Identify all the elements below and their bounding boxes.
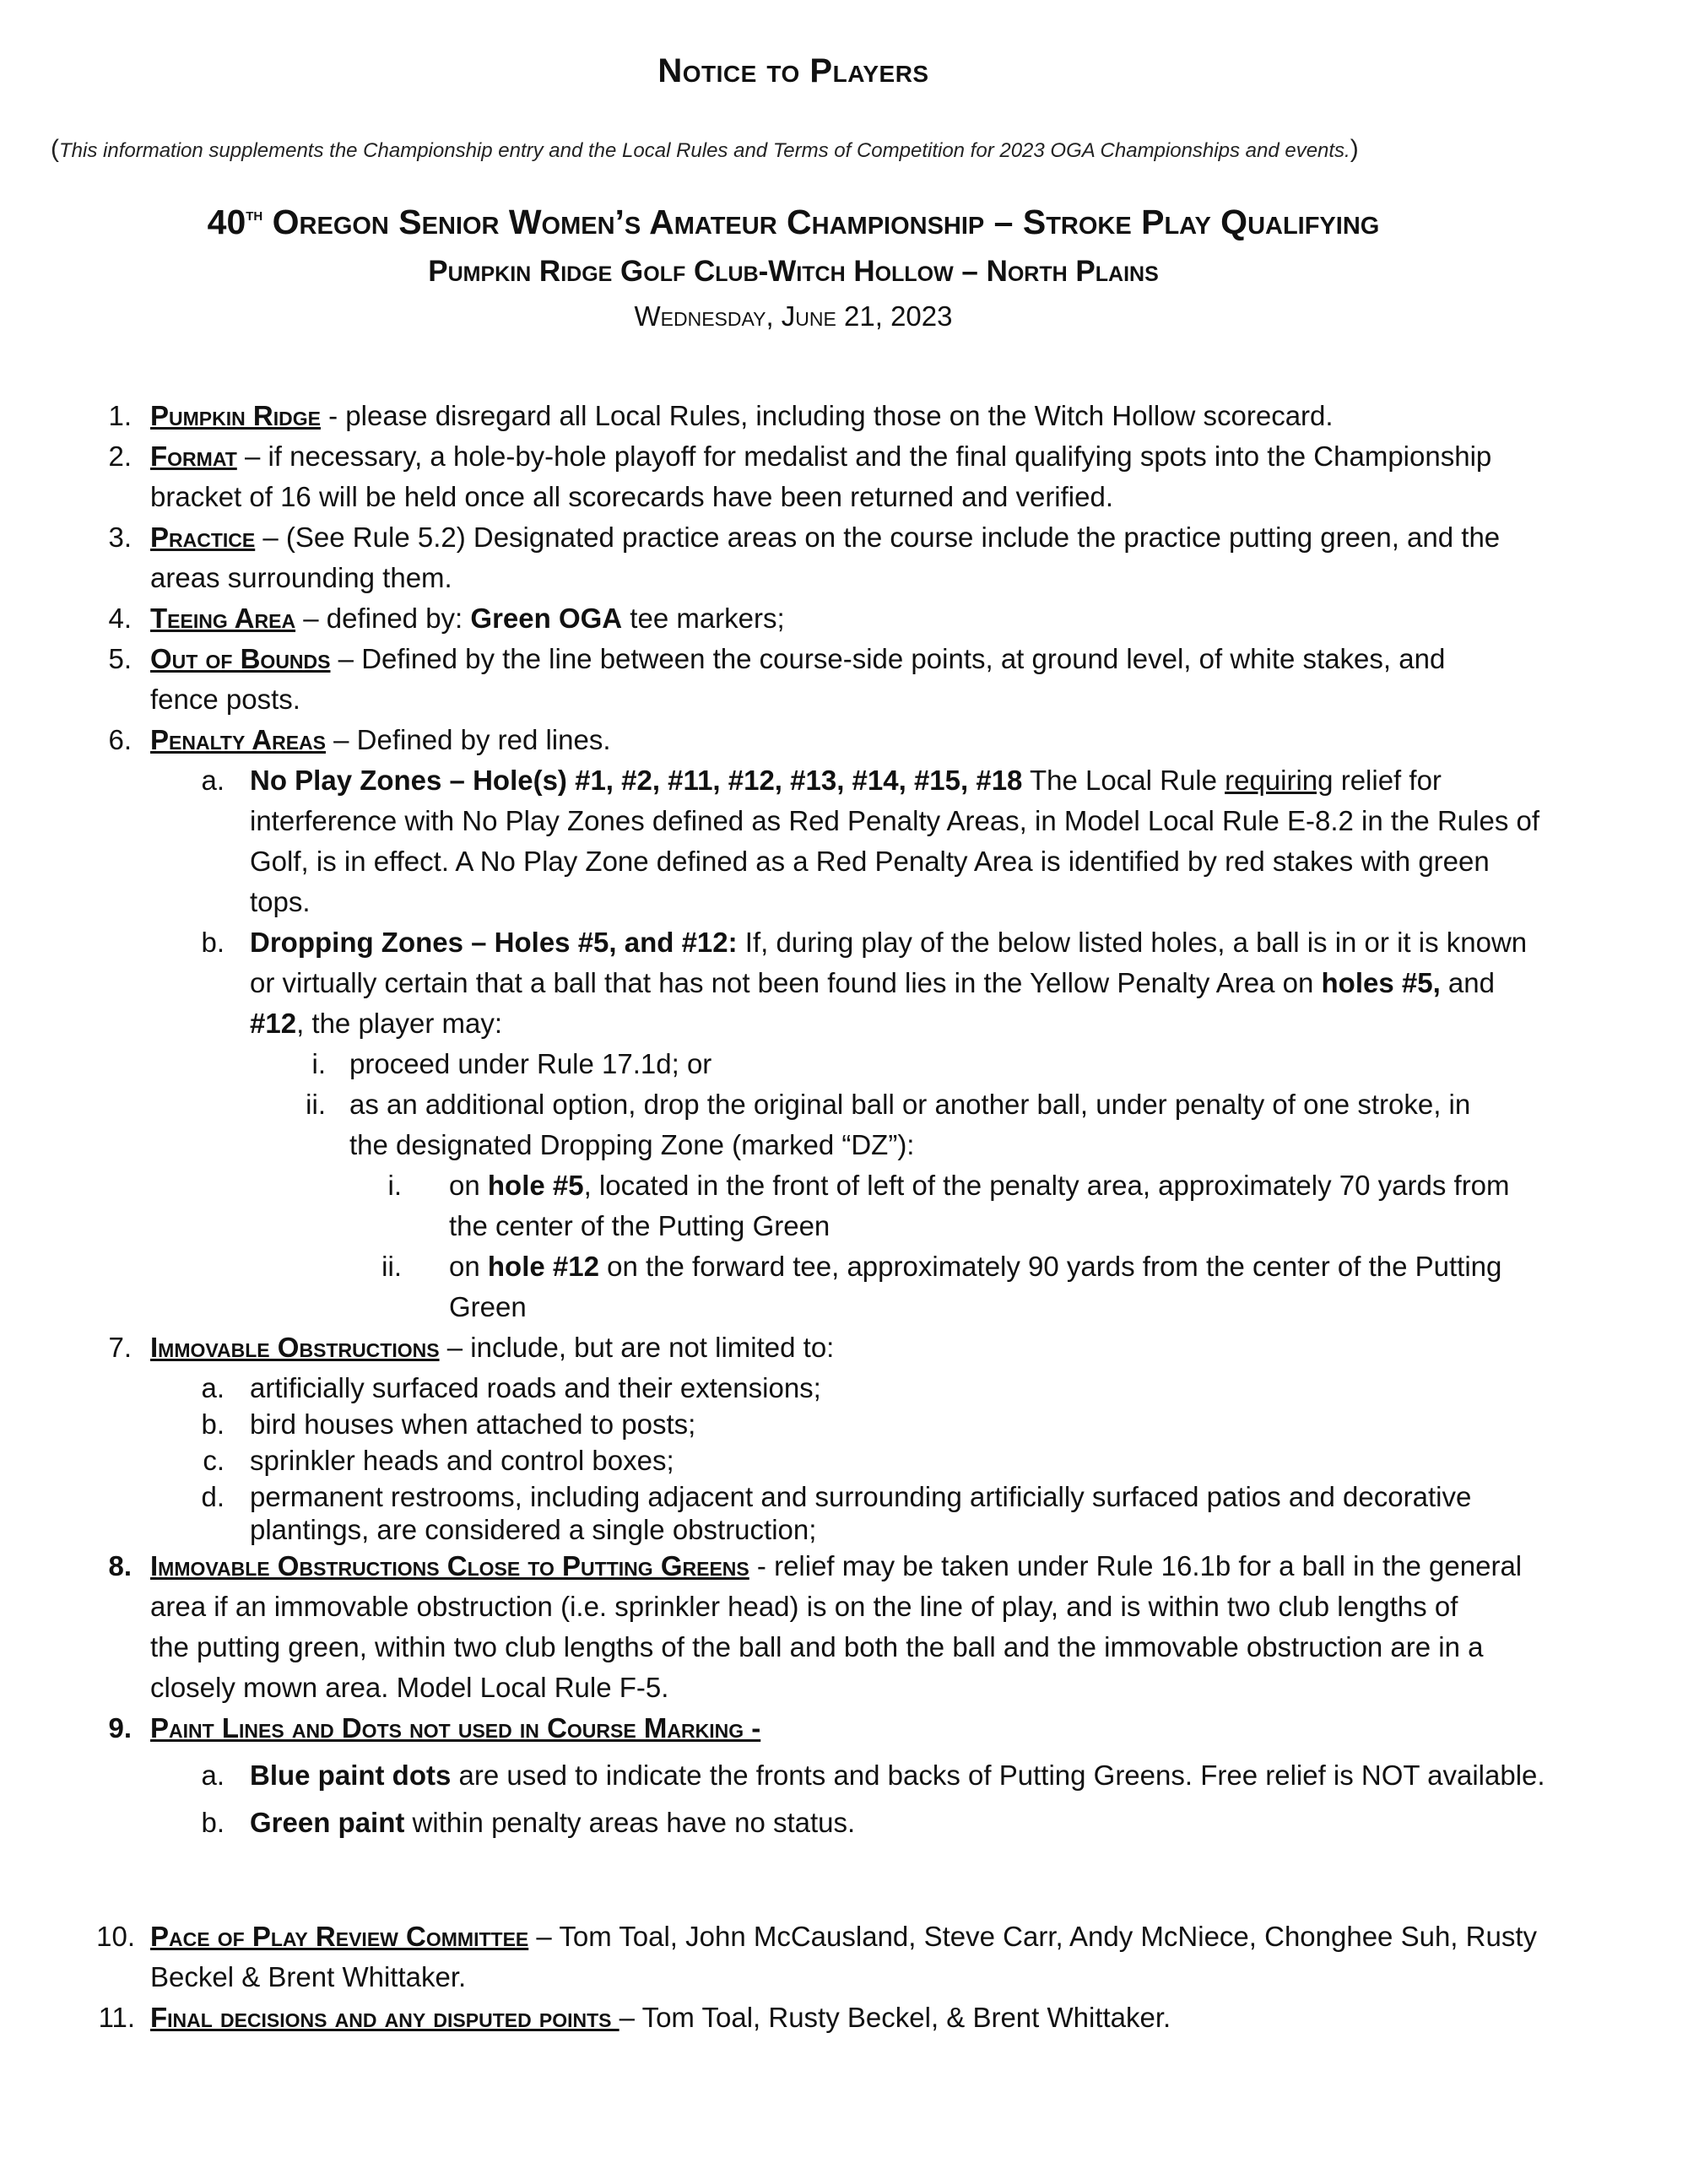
item-text <box>250 1007 502 1041</box>
roman-number: ii. <box>306 1089 326 1120</box>
champ-number: 40 <box>207 203 246 241</box>
item-heading: Pace of Play Review Committee <box>150 1921 529 1952</box>
item-text: - please disregard all Local Rules, including those on the Witch Hollow scorecard. <box>320 400 1334 431</box>
item-text: the designated Dropping Zone (marked “DZ”): <box>349 1129 915 1160</box>
item-text: the center of the Putting Green <box>449 1210 830 1241</box>
item-text: – if necessary, a hole-by-hole playoff for medalist and the final qualifying spots into the Championship <box>236 441 1492 472</box>
supplement-note <box>51 135 1604 164</box>
page-title: Notice to Players <box>657 52 929 89</box>
item-text: within penalty areas have no status. <box>404 1807 856 1838</box>
item-text: or virtually certain that a ball that has not been found lies in the Yellow Penalty Area on <box>250 967 1322 998</box>
list-item <box>150 1711 760 1745</box>
item-number: 10. <box>96 1921 135 1952</box>
item-bold: holes #5, <box>1321 967 1441 998</box>
item-text: bracket of 16 will be held once all scorecards have been returned and verified. <box>150 481 1114 512</box>
subitem-letter: b. <box>201 1408 225 1440</box>
sub-list-item <box>250 1806 855 1840</box>
item-text: areas surrounding them. <box>150 562 452 593</box>
note-paren-open: ( <box>51 135 59 163</box>
sub-list-item <box>250 764 1442 797</box>
item-bold: hole #12 <box>487 1251 599 1282</box>
item-text: , the player may: <box>296 1008 503 1039</box>
list-item <box>150 602 785 635</box>
item-number: 8. <box>108 1550 132 1581</box>
sub-sub-item: as an additional option, drop the original ball or another ball, under penalty of one stroke, in <box>349 1089 1471 1120</box>
item-heading: Format <box>150 441 237 472</box>
item-heading: Immovable Obstructions <box>150 1332 440 1363</box>
item-text: – defined by: <box>295 603 471 634</box>
sub-list-item <box>250 926 1527 960</box>
item-text: and <box>1440 967 1495 998</box>
item-text <box>250 966 1495 1000</box>
sub-sub-item: proceed under Rule 17.1d; or <box>349 1048 712 1079</box>
item-text: plantings, are considered a single obstruction; <box>250 1514 817 1545</box>
item-number: 2. <box>108 441 132 472</box>
item-text: on <box>449 1170 488 1201</box>
subitem-letter: a. <box>201 765 225 796</box>
item-heading: Paint Lines and Dots not used in Course Marking - <box>150 1712 761 1743</box>
subitem-letter: c. <box>203 1445 225 1476</box>
item-bold: hole #5 <box>487 1170 584 1201</box>
item-text: on the forward tee, approximately 90 yards from the center of the Putting <box>598 1251 1502 1282</box>
item-heading: Immovable Obstructions Close to Putting Greens <box>150 1550 749 1581</box>
item-number: 7. <box>108 1332 132 1363</box>
item-text: fence posts. <box>150 684 300 715</box>
item-number: 5. <box>108 643 132 674</box>
item-bold: No Play Zones – Hole(s) #1, #2, #11, #12, #13, #14, #15, #18 <box>250 765 1023 796</box>
championship-title <box>0 203 1587 242</box>
sub-sub-sub-item <box>449 1250 1501 1284</box>
item-text: If, during play of the below listed holes, a ball is in or it is known <box>737 927 1528 958</box>
item-number: 9. <box>108 1712 132 1743</box>
subitem-letter: b. <box>201 927 225 958</box>
item-text: – (See Rule 5.2) Designated practice areas on the course include the practice putting green, and the <box>255 522 1501 553</box>
item-bold: #12 <box>250 1008 297 1039</box>
list-item <box>150 1331 834 1365</box>
item-underline: requiring <box>1225 765 1334 796</box>
item-number: 4. <box>108 603 132 634</box>
list-item <box>150 521 1500 554</box>
list-item <box>150 1549 1522 1583</box>
item-text: – include, but are not limited to: <box>439 1332 835 1363</box>
roman-number: i. <box>387 1170 402 1201</box>
list-item <box>150 642 1445 676</box>
item-text: Beckel & Brent Whittaker. <box>150 1961 467 1992</box>
event-date: Wednesday, June 21, 2023 <box>634 300 953 332</box>
item-text: relief for <box>1333 765 1442 796</box>
item-text: – Tom Toal, John McCausland, Steve Carr, Andy McNiece, Chonghee Suh, Rusty <box>528 1921 1537 1952</box>
item-heading: Out of Bounds <box>150 643 331 674</box>
sub-list-item: bird houses when attached to posts; <box>250 1408 696 1440</box>
champ-name: Oregon Senior Women’s Amateur Championship – Stroke Play Qualifying <box>262 203 1380 241</box>
sub-list-item: artificially surfaced roads and their extensions; <box>250 1372 821 1403</box>
list-item <box>150 1920 1537 1954</box>
item-number: 3. <box>108 522 132 553</box>
item-text: Green <box>449 1291 527 1322</box>
item-bold: Dropping Zones – Holes #5, and #12: <box>250 927 738 958</box>
item-number: 11. <box>98 2002 135 2033</box>
item-text: area if an immovable obstruction (i.e. sprinkler head) is on the line of play, and is within two club lengths of <box>150 1591 1458 1622</box>
list-item <box>150 2001 1171 2035</box>
sub-list-item: sprinkler heads and control boxes; <box>250 1445 674 1476</box>
item-bold: Green paint <box>250 1807 405 1838</box>
item-heading: Practice <box>150 522 256 553</box>
list-item <box>150 723 611 757</box>
item-text: , located in the front of left of the penalty area, approximately 70 yards from <box>583 1170 1510 1201</box>
subitem-letter: a. <box>201 1372 225 1403</box>
item-heading: Penalty Areas <box>150 724 326 755</box>
item-heading: Pumpkin Ridge <box>150 400 321 431</box>
subitem-letter: b. <box>201 1807 225 1838</box>
item-text: – Tom Toal, Rusty Beckel, & Brent Whittaker. <box>619 2002 1171 2033</box>
item-text: on <box>449 1251 488 1282</box>
sub-list-item: permanent restrooms, including adjacent and surrounding artificially surfaced patios and decorative <box>250 1481 1472 1512</box>
item-text: - relief may be taken under Rule 16.1b for a ball in the general <box>749 1550 1523 1581</box>
item-number: 6. <box>108 724 132 755</box>
item-bold: Green OGA <box>470 603 623 634</box>
item-text: – Defined by the line between the course-side points, at ground level, of white stakes, and <box>330 643 1446 674</box>
item-text: tops. <box>250 886 311 917</box>
item-text: are used to indicate the fronts and backs of Putting Greens. Free relief is NOT available. <box>451 1760 1545 1791</box>
subitem-letter: d. <box>201 1481 225 1512</box>
item-number: 1. <box>108 400 132 431</box>
list-item <box>150 440 1491 473</box>
venue: Pumpkin Ridge Golf Club-Witch Hollow – North Plains <box>428 255 1159 288</box>
item-text: Golf, is in effect. A No Play Zone defined as a Red Penalty Area is identified by red stakes with green <box>250 846 1490 877</box>
roman-number: i. <box>311 1048 326 1079</box>
item-heading: Final decisions and any disputed points <box>150 2002 619 2033</box>
champ-ordinal: th <box>246 203 263 224</box>
item-text: – Defined by red lines. <box>325 724 611 755</box>
roman-number: ii. <box>381 1251 402 1282</box>
list-item <box>150 399 1334 433</box>
item-text: tee markers; <box>622 603 785 634</box>
item-text: The Local Rule <box>1022 765 1225 796</box>
item-text: closely mown area. Model Local Rule F-5. <box>150 1672 669 1703</box>
note-paren-close: ) <box>1350 135 1359 163</box>
note-text: This information supplements the Championship entry and the Local Rules and Terms of Competition for 2023 OGA Championships and events. <box>59 139 1350 162</box>
item-bold: Blue paint dots <box>250 1760 452 1791</box>
sub-list-item <box>250 1759 1545 1792</box>
subitem-letter: a. <box>201 1760 225 1791</box>
sub-sub-sub-item <box>449 1169 1510 1203</box>
item-text: the putting green, within two club lengths of the ball and both the ball and the immovable obstruction are in a <box>150 1631 1484 1662</box>
item-heading: Teeing Area <box>150 603 296 634</box>
item-text: interference with No Play Zones defined as Red Penalty Areas, in Model Local Rule E-8.2 in the Rules of <box>250 805 1540 836</box>
